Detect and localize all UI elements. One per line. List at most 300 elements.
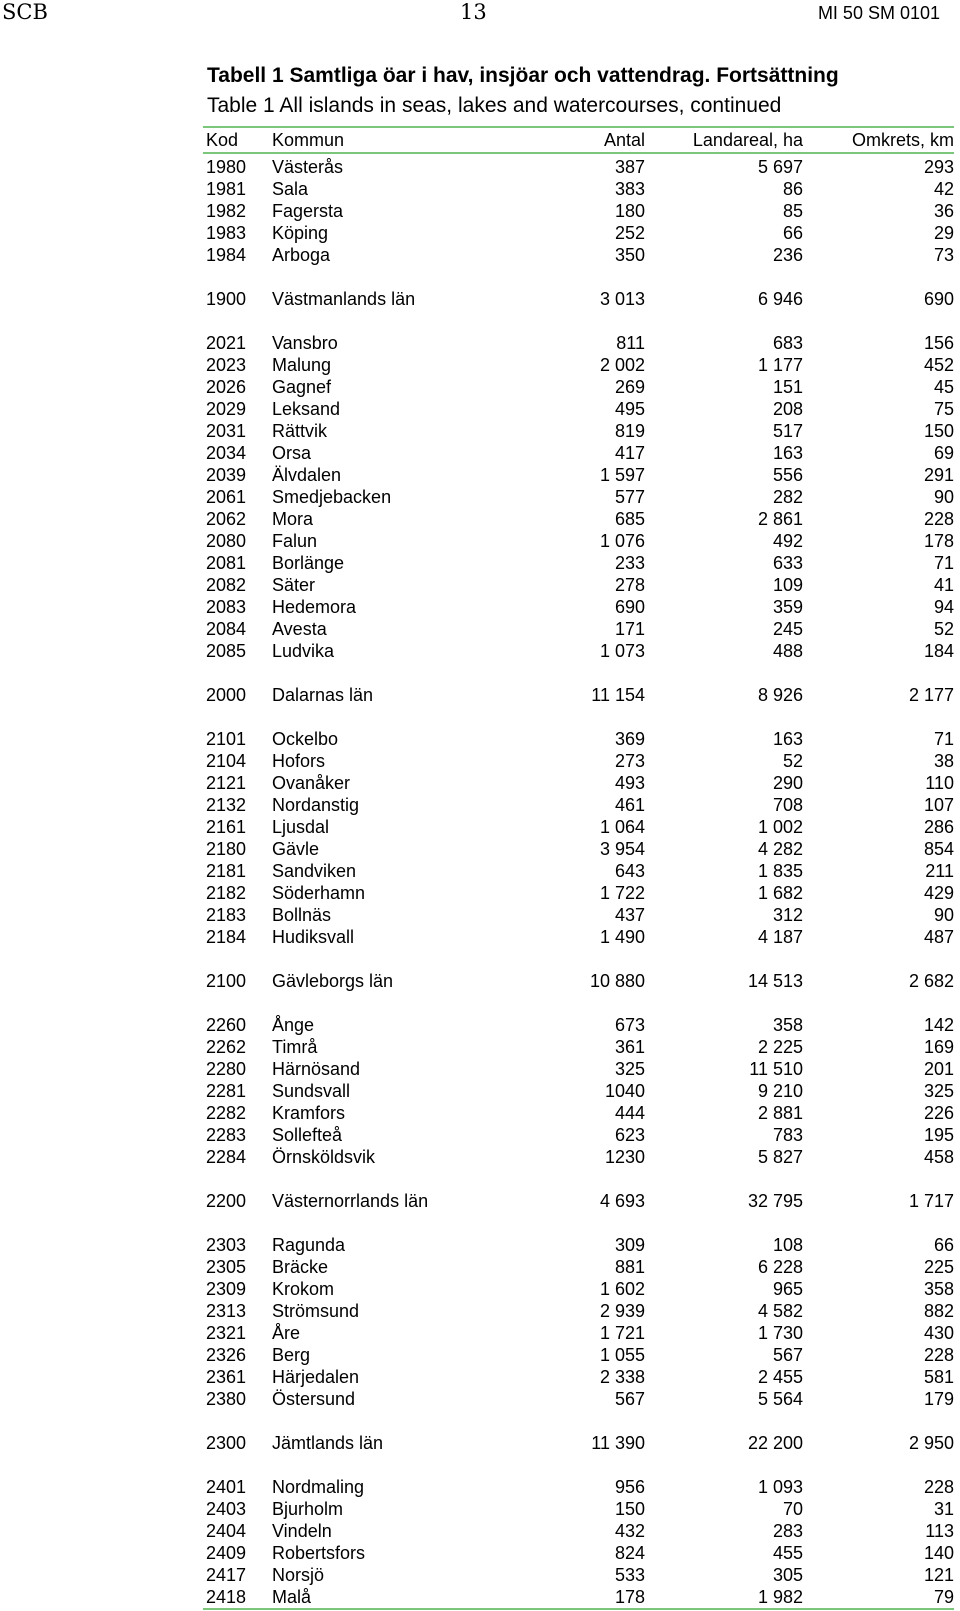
table-row (203, 970, 954, 992)
cell-landareal: 32 795 (747, 1191, 803, 1211)
cell-omkrets: 225 (923, 1257, 954, 1277)
table-row (203, 222, 954, 244)
spacer-cell (203, 706, 954, 728)
table-row (203, 200, 954, 222)
cell-landareal: 517 (772, 421, 803, 441)
table-row (203, 816, 954, 838)
cell-kod: 2260 (206, 1015, 247, 1035)
cell-kod: 2280 (206, 1059, 247, 1079)
cell-kod: 2132 (206, 795, 247, 815)
table-row (203, 1586, 954, 1609)
cell-kod: 2080 (206, 531, 247, 551)
table-row (203, 1388, 954, 1410)
cell-omkrets: 195 (923, 1125, 954, 1145)
cell-omkrets: 2 682 (908, 971, 954, 991)
cell-antal: 2 939 (599, 1301, 645, 1321)
cell-kommun: Hofors (272, 751, 326, 771)
cell-antal: 432 (614, 1521, 645, 1541)
cell-omkrets: 228 (923, 509, 954, 529)
cell-antal: 233 (614, 553, 645, 573)
table-row (203, 1432, 954, 1454)
cell-omkrets: 2 177 (908, 685, 954, 705)
spacer-row (203, 1410, 954, 1432)
cell-kommun: Säter (272, 575, 316, 595)
table-row (203, 153, 954, 178)
cell-landareal: 282 (772, 487, 803, 507)
cell-kommun: Ockelbo (272, 729, 339, 749)
cell-antal: 1230 (604, 1147, 645, 1167)
spacer-cell (203, 1168, 954, 1190)
cell-omkrets: 90 (933, 487, 954, 507)
cell-omkrets: 228 (923, 1345, 954, 1365)
cell-omkrets: 121 (923, 1565, 954, 1585)
cell-omkrets: 228 (923, 1477, 954, 1497)
cell-landareal: 1 093 (757, 1477, 803, 1497)
cell-kod: 2121 (206, 773, 247, 793)
cell-antal: 350 (614, 245, 645, 265)
cell-antal: 1 721 (599, 1323, 645, 1343)
cell-kod: 2183 (206, 905, 247, 925)
table-row (203, 1190, 954, 1212)
cell-omkrets: 69 (933, 443, 954, 463)
cell-kod: 2084 (206, 619, 247, 639)
cell-kommun: Örnsköldsvik (272, 1147, 376, 1167)
table-row (203, 574, 954, 596)
cell-kommun: Orsa (272, 443, 312, 463)
cell-omkrets: 29 (933, 223, 954, 243)
cell-antal: 567 (614, 1389, 645, 1409)
table-row (203, 1014, 954, 1036)
cell-omkrets: 882 (923, 1301, 954, 1321)
cell-landareal: 783 (772, 1125, 803, 1145)
cell-landareal: 5 827 (757, 1147, 803, 1167)
cell-omkrets: 71 (933, 729, 954, 749)
cell-kod: 2418 (203, 1586, 272, 1609)
cell-omkrets: 36 (933, 201, 954, 221)
cell-kommun: Vindeln (272, 1521, 332, 1541)
cell-kommun: Västernorrlands län (272, 1191, 429, 1211)
cell-landareal: 4 582 (757, 1301, 803, 1321)
table-row (203, 860, 954, 882)
cell-antal: 444 (614, 1103, 645, 1123)
table-row (203, 508, 954, 530)
cell-kod: 2039 (206, 465, 247, 485)
cell-omkrets: 169 (923, 1037, 954, 1057)
spacer-cell (203, 266, 954, 288)
cell-kommun: Strömsund (272, 1301, 360, 1321)
cell-antal: 4 693 (599, 1191, 645, 1211)
cell-kod: 2023 (206, 355, 247, 375)
cell-kommun: Timrå (272, 1037, 318, 1057)
cell-landareal: 4 187 (757, 927, 803, 947)
cell-landareal: 1 982 (645, 1586, 803, 1609)
cell-kommun: Borlänge (272, 553, 345, 573)
cell-landareal: 151 (772, 377, 803, 397)
cell-kod: 2181 (206, 861, 247, 881)
cell-landareal: 2 881 (757, 1103, 803, 1123)
cell-kommun: Falun (272, 531, 318, 551)
cell-omkrets: 291 (923, 465, 954, 485)
cell-antal: 369 (614, 729, 645, 749)
cell-kommun: Malung (272, 355, 332, 375)
cell-landareal: 683 (772, 333, 803, 353)
cell-kod: 2309 (206, 1279, 247, 1299)
spacer-cell (203, 1410, 954, 1432)
cell-landareal: 5 564 (757, 1389, 803, 1409)
cell-omkrets: 75 (933, 399, 954, 419)
table-row (203, 904, 954, 926)
cell-omkrets: 110 (925, 773, 954, 793)
cell-antal: 1040 (604, 1081, 645, 1101)
cell-kod: 2161 (206, 817, 247, 837)
cell-kod: 2305 (206, 1257, 247, 1277)
cell-landareal: 85 (782, 201, 803, 221)
cell-antal: 881 (614, 1257, 645, 1277)
cell-antal: 1 490 (599, 927, 645, 947)
column-header-antal: Antal (472, 127, 645, 153)
cell-antal: 11 154 (591, 685, 645, 705)
cell-kod: 2409 (206, 1543, 247, 1563)
cell-kommun: Sandviken (272, 861, 357, 881)
cell-kod: 2281 (206, 1081, 247, 1101)
cell-landareal: 86 (782, 179, 803, 199)
cell-landareal: 1 002 (757, 817, 803, 837)
cell-antal: 11 390 (591, 1433, 645, 1453)
cell-kommun: Ånge (272, 1015, 315, 1035)
cell-kommun: Hedemora (272, 597, 357, 617)
cell-omkrets: 79 (803, 1586, 954, 1609)
cell-kommun: Leksand (272, 399, 341, 419)
cell-landareal: 208 (772, 399, 803, 419)
cell-omkrets: 45 (933, 377, 954, 397)
cell-landareal: 52 (782, 751, 803, 771)
table-row (203, 1256, 954, 1278)
table-row (203, 1080, 954, 1102)
cell-landareal: 290 (772, 773, 803, 793)
spacer-cell (203, 1454, 954, 1476)
cell-landareal: 556 (772, 465, 803, 485)
cell-omkrets: 107 (923, 795, 954, 815)
table-row (203, 244, 954, 266)
cell-landareal: 22 200 (747, 1433, 803, 1453)
cell-antal: 1 722 (599, 883, 645, 903)
cell-antal: 10 880 (589, 971, 645, 991)
cell-kommun: Nordanstig (272, 795, 360, 815)
cell-kommun: Dalarnas län (272, 685, 374, 705)
cell-antal: 533 (614, 1565, 645, 1585)
table-row (203, 1058, 954, 1080)
table-row (203, 618, 954, 640)
cell-landareal: 2 861 (757, 509, 803, 529)
cell-landareal: 708 (772, 795, 803, 815)
cell-kommun: Hudiksvall (272, 927, 355, 947)
cell-kommun: Älvdalen (272, 465, 342, 485)
cell-landareal: 488 (772, 641, 803, 661)
cell-omkrets: 854 (923, 839, 954, 859)
table-row (203, 1146, 954, 1168)
cell-kommun: Fagersta (272, 201, 344, 221)
cell-omkrets: 113 (925, 1521, 954, 1541)
table-row (203, 1476, 954, 1498)
cell-kod: 2000 (206, 685, 247, 705)
table-row (203, 1344, 954, 1366)
cell-landareal: 11 510 (749, 1059, 803, 1079)
table-row (203, 684, 954, 706)
cell-kod: 2313 (206, 1301, 247, 1321)
table-row (203, 1278, 954, 1300)
cell-antal: 3 954 (599, 839, 645, 859)
cell-omkrets: 430 (923, 1323, 954, 1343)
cell-antal: 495 (614, 399, 645, 419)
table-row (203, 398, 954, 420)
cell-landareal: 163 (772, 443, 803, 463)
cell-landareal: 6 228 (757, 1257, 803, 1277)
cell-antal: 690 (614, 597, 645, 617)
cell-kod: 2417 (206, 1565, 247, 1585)
cell-kommun: Västerås (272, 157, 344, 177)
cell-kommun: Ljusdal (272, 817, 330, 837)
cell-antal: 643 (614, 861, 645, 881)
spacer-row (203, 992, 954, 1014)
table-row (203, 1234, 954, 1256)
table-row (203, 464, 954, 486)
header-org: SCB (2, 0, 48, 24)
cell-kommun: Söderhamn (272, 883, 366, 903)
cell-kod: 2026 (206, 377, 247, 397)
table-row (203, 640, 954, 662)
table-row (203, 420, 954, 442)
cell-kod: 2283 (206, 1125, 247, 1145)
cell-antal: 577 (614, 487, 645, 507)
cell-antal: 623 (614, 1125, 645, 1145)
cell-antal: 493 (614, 773, 645, 793)
table-row (203, 178, 954, 200)
table-row (203, 486, 954, 508)
cell-antal: 437 (614, 905, 645, 925)
table-row (203, 838, 954, 860)
cell-landareal: 358 (772, 1015, 803, 1035)
column-header-landareal: Landareal, ha (645, 127, 803, 153)
cell-omkrets: 226 (923, 1103, 954, 1123)
table-row (203, 1542, 954, 1564)
cell-kommun: Gävleborgs län (272, 971, 394, 991)
cell-landareal: 5 697 (757, 157, 803, 177)
cell-kommun: Krokom (272, 1279, 335, 1299)
table-title-swedish: Tabell 1 Samtliga öar i hav, insjöar och vattendrag. Fortsättning (207, 64, 839, 87)
table-row (203, 1498, 954, 1520)
report-id: MI 50 SM 0101 (817, 3, 940, 23)
cell-kommun: Jämtlands län (272, 1433, 384, 1453)
cell-kod: 2404 (206, 1521, 247, 1541)
table-row (203, 530, 954, 552)
cell-kod: 2031 (206, 421, 247, 441)
cell-omkrets: 94 (933, 597, 954, 617)
cell-kod: 2303 (206, 1235, 247, 1255)
cell-landareal: 283 (772, 1521, 803, 1541)
spacer-row (203, 1168, 954, 1190)
cell-landareal: 633 (772, 553, 803, 573)
spacer-row (203, 662, 954, 684)
cell-kommun: Arboga (272, 245, 331, 265)
spacer-row (203, 310, 954, 332)
cell-landareal: 245 (772, 619, 803, 639)
column-header-omkrets: Omkrets, km (803, 127, 954, 153)
cell-antal: 956 (614, 1477, 645, 1497)
cell-kod: 2262 (206, 1037, 247, 1057)
cell-kod: 2101 (206, 729, 247, 749)
cell-antal: 824 (614, 1543, 645, 1563)
cell-kommun: Ludvika (272, 641, 335, 661)
cell-antal: 278 (614, 575, 645, 595)
cell-landareal: 66 (782, 223, 803, 243)
table-row (203, 596, 954, 618)
table-row (203, 794, 954, 816)
cell-omkrets: 38 (933, 751, 954, 771)
cell-antal: 1 064 (599, 817, 645, 837)
cell-kod: 2200 (206, 1191, 247, 1211)
cell-kommun: Västmanlands län (272, 289, 416, 309)
cell-antal: 1 602 (599, 1279, 645, 1299)
cell-kommun: Bjurholm (272, 1499, 344, 1519)
table-row (203, 376, 954, 398)
cell-antal: 1 076 (599, 531, 645, 551)
cell-antal: 273 (614, 751, 645, 771)
cell-kommun: Smedjebacken (272, 487, 392, 507)
table-header-row (203, 127, 954, 153)
cell-omkrets: 142 (923, 1015, 954, 1035)
cell-kod: 2062 (206, 509, 247, 529)
cell-landareal: 305 (772, 1565, 803, 1585)
table-row (203, 772, 954, 794)
cell-landareal: 2 455 (757, 1367, 803, 1387)
cell-landareal: 236 (772, 245, 803, 265)
spacer-cell (203, 1212, 954, 1234)
table-row (203, 750, 954, 772)
cell-antal: 269 (614, 377, 645, 397)
cell-kod: 2300 (206, 1433, 247, 1453)
cell-antal: 383 (614, 179, 645, 199)
cell-antal: 361 (614, 1037, 645, 1057)
table-body (203, 153, 954, 1609)
cell-landareal: 6 946 (757, 289, 803, 309)
table-row (203, 552, 954, 574)
cell-omkrets: 73 (933, 245, 954, 265)
table-row (203, 354, 954, 376)
cell-kod: 2034 (206, 443, 247, 463)
cell-omkrets: 90 (933, 905, 954, 925)
cell-kod: 2082 (206, 575, 247, 595)
spacer-cell (203, 948, 954, 970)
cell-antal: 150 (614, 1499, 645, 1519)
cell-omkrets: 140 (923, 1543, 954, 1563)
cell-kommun: Åre (272, 1323, 301, 1343)
cell-omkrets: 150 (923, 421, 954, 441)
cell-omkrets: 452 (923, 355, 954, 375)
cell-kod: 2403 (206, 1499, 247, 1519)
cell-omkrets: 156 (923, 333, 954, 353)
cell-landareal: 70 (782, 1499, 803, 1519)
cell-omkrets: 286 (923, 817, 954, 837)
cell-omkrets: 1 717 (908, 1191, 954, 1211)
cell-omkrets: 690 (923, 289, 954, 309)
cell-kommun: Sollefteå (272, 1125, 343, 1145)
cell-kommun: Gävle (272, 839, 320, 859)
cell-landareal: 455 (772, 1543, 803, 1563)
table-row (203, 926, 954, 948)
cell-kommun: Sala (272, 179, 309, 199)
cell-landareal: 4 282 (757, 839, 803, 859)
table-row (203, 1124, 954, 1146)
cell-antal: 178 (472, 1586, 645, 1609)
cell-kod: 1983 (206, 223, 247, 243)
cell-kommun: Köping (272, 223, 329, 243)
cell-kod: 1984 (206, 245, 247, 265)
cell-antal: 811 (616, 333, 645, 353)
cell-landareal: 108 (772, 1235, 803, 1255)
cell-kommun: Norsjö (272, 1565, 325, 1585)
cell-antal: 685 (614, 509, 645, 529)
spacer-row (203, 1454, 954, 1476)
table-row (203, 332, 954, 354)
cell-kommun: Bollnäs (272, 905, 332, 925)
spacer-row (203, 706, 954, 728)
spacer-cell (203, 992, 954, 1014)
cell-kommun: Avesta (272, 619, 327, 639)
cell-omkrets: 71 (933, 553, 954, 573)
cell-omkrets: 178 (923, 531, 954, 551)
cell-antal: 2 002 (599, 355, 645, 375)
cell-antal: 1 073 (599, 641, 645, 661)
cell-omkrets: 52 (933, 619, 954, 639)
cell-landareal: 492 (772, 531, 803, 551)
cell-omkrets: 487 (923, 927, 954, 947)
table-row (203, 728, 954, 750)
cell-kommun: Rättvik (272, 421, 328, 441)
cell-kommun: Nordmaling (272, 1477, 365, 1497)
cell-landareal: 1 730 (757, 1323, 803, 1343)
cell-kod: 2029 (206, 399, 247, 419)
cell-kod: 2104 (206, 751, 247, 771)
cell-landareal: 9 210 (757, 1081, 803, 1101)
cell-landareal: 8 926 (757, 685, 803, 705)
table-row (203, 1102, 954, 1124)
cell-kommun: Ovanåker (272, 773, 351, 793)
cell-kommun: Gagnef (272, 377, 332, 397)
cell-antal: 180 (614, 201, 645, 221)
cell-kod: 2100 (206, 971, 247, 991)
cell-landareal: 163 (772, 729, 803, 749)
cell-kommun: Kramfors (272, 1103, 346, 1123)
cell-antal: 252 (614, 223, 645, 243)
cell-omkrets: 42 (933, 179, 954, 199)
cell-kod: 2180 (206, 839, 247, 859)
column-header-kod: Kod (203, 127, 272, 153)
cell-antal: 3 013 (599, 289, 645, 309)
cell-kommun: Bräcke (272, 1257, 329, 1277)
cell-landareal: 109 (772, 575, 803, 595)
table-row (203, 1564, 954, 1586)
cell-omkrets: 325 (923, 1081, 954, 1101)
cell-omkrets: 429 (923, 883, 954, 903)
cell-landareal: 567 (772, 1345, 803, 1365)
table-row (203, 882, 954, 904)
cell-kod: 2081 (206, 553, 247, 573)
cell-kod: 2182 (206, 883, 247, 903)
cell-omkrets: 31 (933, 1499, 954, 1519)
table-row (203, 442, 954, 464)
cell-kommun: Sundsvall (272, 1081, 351, 1101)
cell-kod: 2282 (206, 1103, 247, 1123)
